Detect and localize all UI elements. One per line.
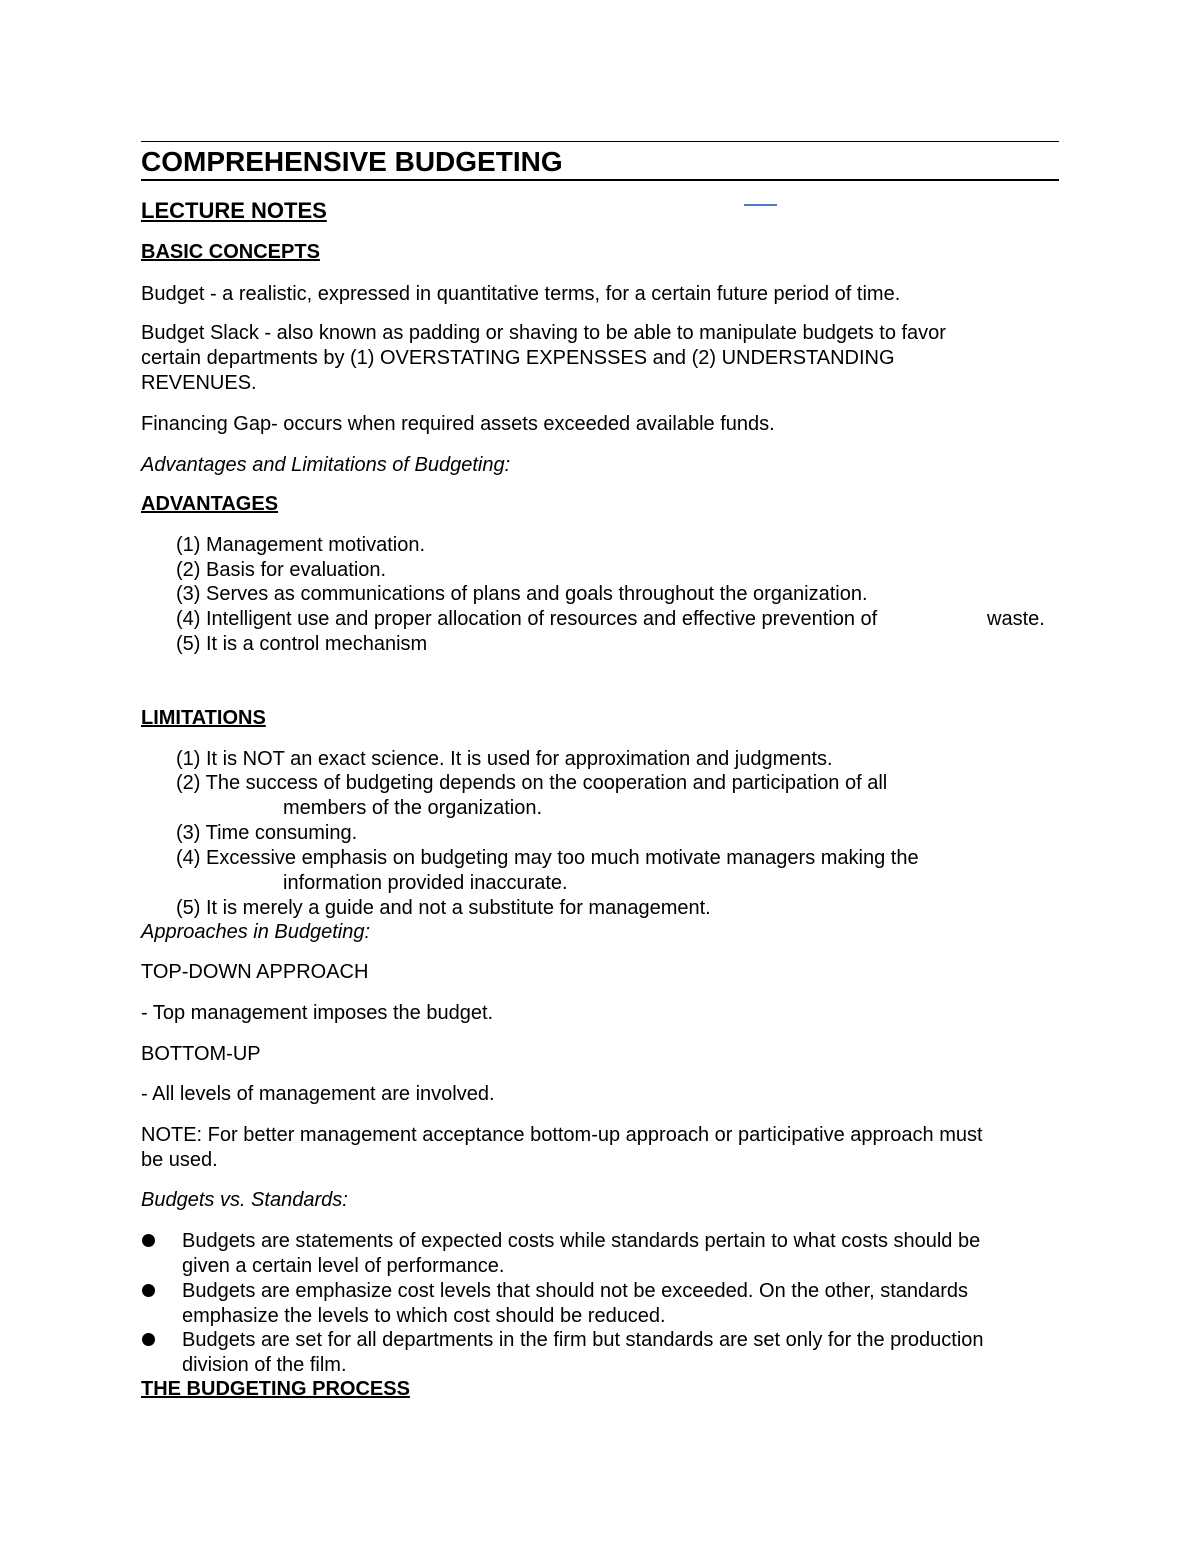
financing-gap: Financing Gap- occurs when required assets exceeded available funds. bbox=[141, 413, 775, 435]
bottom-rule bbox=[141, 179, 1059, 181]
top-down-description: - Top management imposes the budget. bbox=[141, 1002, 494, 1024]
bullet-item-continuation: given a certain level of performance. bbox=[182, 1255, 505, 1277]
limitations-heading: LIMITATIONS bbox=[141, 707, 266, 729]
advantage-item: (4) Intelligent use and proper allocation of resources and effective prevention of bbox=[176, 608, 878, 630]
budget-slack-line-2: certain departments by (1) OVERSTATING EXPENSSES and (2) UNDERSTANDING bbox=[141, 347, 895, 369]
bottom-up-description: - All levels of management are involved. bbox=[141, 1083, 495, 1105]
lecture-notes-heading: LECTURE NOTES bbox=[141, 198, 327, 223]
bullet-item: Budgets are set for all departments in the firm but standards are set only for the production bbox=[182, 1329, 984, 1351]
budget-slack-line-1: Budget Slack - also known as padding or shaving to be able to manipulate budgets to favor bbox=[141, 322, 946, 344]
advantages-heading: ADVANTAGES bbox=[141, 493, 279, 515]
bullet-item-continuation: emphasize the levels to which cost should be reduced. bbox=[182, 1305, 666, 1327]
bullet-item: Budgets are emphasize cost levels that should not be exceeded. On the other, standards bbox=[182, 1280, 969, 1302]
blue-mark bbox=[744, 204, 777, 206]
note-line-1: NOTE: For better management acceptance bottom-up approach or participative approach must bbox=[141, 1124, 983, 1146]
advantage-item: (2) Basis for evaluation. bbox=[176, 559, 387, 581]
budgeting-process-heading: THE BUDGETING PROCESS bbox=[141, 1378, 410, 1400]
top-rule bbox=[141, 141, 1059, 142]
bullet-item: Budgets are statements of expected costs while standards pertain to what costs should be bbox=[182, 1230, 981, 1252]
top-down-heading: TOP-DOWN APPROACH bbox=[141, 961, 369, 983]
limitation-item-continuation: members of the organization. bbox=[283, 797, 543, 819]
bullet-icon bbox=[142, 1333, 155, 1346]
advantage-item: (5) It is a control mechanism bbox=[176, 633, 428, 655]
bullet-icon bbox=[142, 1234, 155, 1247]
basic-concepts-heading: BASIC CONCEPTS bbox=[141, 241, 320, 263]
limitation-item: (4) Excessive emphasis on budgeting may too much motivate managers making the bbox=[176, 847, 919, 869]
document-title: COMPREHENSIVE BUDGETING bbox=[141, 146, 563, 177]
advantage-item: (3) Serves as communications of plans and goals throughout the organization. bbox=[176, 583, 868, 605]
bullet-item-continuation: division of the film. bbox=[182, 1354, 347, 1376]
budget-definition: Budget - a realistic, expressed in quantitative terms, for a certain future period of time. bbox=[141, 283, 901, 305]
limitation-item: (5) It is merely a guide and not a substitute for management. bbox=[176, 897, 711, 919]
advantage-item-tail: waste. bbox=[987, 608, 1045, 630]
budgets-vs-standards-heading: Budgets vs. Standards: bbox=[141, 1189, 348, 1211]
limitation-item: (3) Time consuming. bbox=[176, 822, 358, 844]
limitation-item-continuation: information provided inaccurate. bbox=[283, 872, 568, 894]
limitation-item: (1) It is NOT an exact science. It is used for approximation and judgments. bbox=[176, 748, 833, 770]
bullet-icon bbox=[142, 1284, 155, 1297]
advantage-item: (1) Management motivation. bbox=[176, 534, 426, 556]
bottom-up-heading: BOTTOM-UP bbox=[141, 1043, 261, 1065]
note-line-2: be used. bbox=[141, 1149, 218, 1171]
approaches-heading: Approaches in Budgeting: bbox=[141, 921, 371, 943]
budget-slack-line-3: REVENUES. bbox=[141, 372, 257, 394]
limitation-item: (2) The success of budgeting depends on the cooperation and participation of all bbox=[176, 772, 888, 794]
adv-lim-heading: Advantages and Limitations of Budgeting: bbox=[141, 454, 511, 476]
